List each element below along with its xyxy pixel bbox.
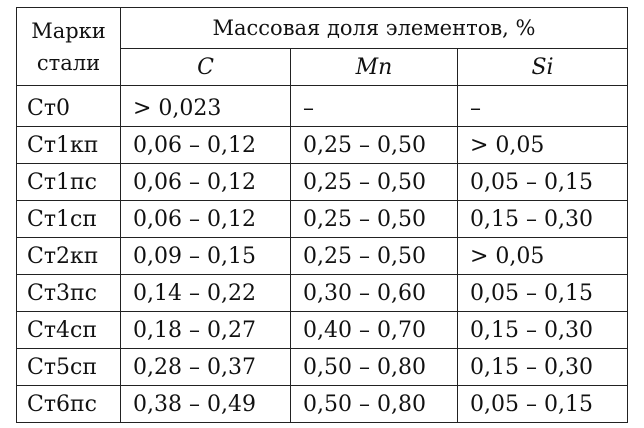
table-row bbox=[17, 312, 628, 349]
table-row bbox=[17, 127, 628, 164]
cell-silicon: 0,15 – 0,30 bbox=[458, 312, 628, 349]
table-row bbox=[17, 164, 628, 201]
cell-manganese: 0,50 – 0,80 bbox=[291, 386, 458, 423]
table-row bbox=[17, 201, 628, 238]
header-carbon: C bbox=[121, 49, 291, 86]
cell-manganese: 0,50 – 0,80 bbox=[291, 349, 458, 386]
cell-manganese: – bbox=[291, 86, 458, 127]
table-row bbox=[17, 86, 628, 127]
cell-grade: Ст1пс bbox=[17, 164, 121, 201]
cell-carbon: 0,14 – 0,22 bbox=[121, 275, 291, 312]
cell-grade: Ст6пс bbox=[17, 386, 121, 423]
cell-manganese: 0,25 – 0,50 bbox=[291, 201, 458, 238]
cell-manganese: 0,25 – 0,50 bbox=[291, 164, 458, 201]
cell-silicon: 0,15 – 0,30 bbox=[458, 201, 628, 238]
cell-silicon: – bbox=[458, 86, 628, 127]
cell-manganese: 0,25 – 0,50 bbox=[291, 238, 458, 275]
cell-carbon: 0,06 – 0,12 bbox=[121, 127, 291, 164]
cell-silicon: 0,05 – 0,15 bbox=[458, 275, 628, 312]
cell-grade: Ст5сп bbox=[17, 349, 121, 386]
cell-silicon: > 0,05 bbox=[458, 127, 628, 164]
table-row bbox=[17, 386, 628, 423]
cell-silicon: 0,15 – 0,30 bbox=[458, 349, 628, 386]
header-mass-fraction: Массовая доля элементов, % bbox=[121, 8, 628, 49]
cell-grade: Ст1сп bbox=[17, 201, 121, 238]
header-silicon: Si bbox=[458, 49, 628, 86]
table-row bbox=[17, 275, 628, 312]
cell-grade: Ст1кп bbox=[17, 127, 121, 164]
header-steel-grade-line2: стали bbox=[36, 50, 101, 75]
cell-grade: Ст3пс bbox=[17, 275, 121, 312]
header-manganese: Mn bbox=[291, 49, 458, 86]
cell-carbon: 0,06 – 0,12 bbox=[121, 164, 291, 201]
header-steel-grade-line1: Марки bbox=[31, 18, 106, 43]
cell-silicon: 0,05 – 0,15 bbox=[458, 386, 628, 423]
cell-carbon: 0,09 – 0,15 bbox=[121, 238, 291, 275]
cell-manganese: 0,25 – 0,50 bbox=[291, 127, 458, 164]
cell-carbon: > 0,023 bbox=[121, 86, 291, 127]
cell-carbon: 0,38 – 0,49 bbox=[121, 386, 291, 423]
cell-carbon: 0,18 – 0,27 bbox=[121, 312, 291, 349]
table-row bbox=[17, 238, 628, 275]
cell-carbon: 0,28 – 0,37 bbox=[121, 349, 291, 386]
cell-silicon: > 0,05 bbox=[458, 238, 628, 275]
cell-carbon: 0,06 – 0,12 bbox=[121, 201, 291, 238]
cell-silicon: 0,05 – 0,15 bbox=[458, 164, 628, 201]
cell-manganese: 0,30 – 0,60 bbox=[291, 275, 458, 312]
cell-manganese: 0,40 – 0,70 bbox=[291, 312, 458, 349]
table-body bbox=[17, 86, 628, 423]
steel-composition-table-container bbox=[16, 7, 628, 423]
cell-grade: Ст0 bbox=[17, 86, 121, 127]
cell-grade: Ст4сп bbox=[17, 312, 121, 349]
header-steel-grade bbox=[17, 8, 121, 86]
steel-composition-table bbox=[16, 7, 628, 423]
table-row bbox=[17, 349, 628, 386]
cell-grade: Ст2кп bbox=[17, 238, 121, 275]
